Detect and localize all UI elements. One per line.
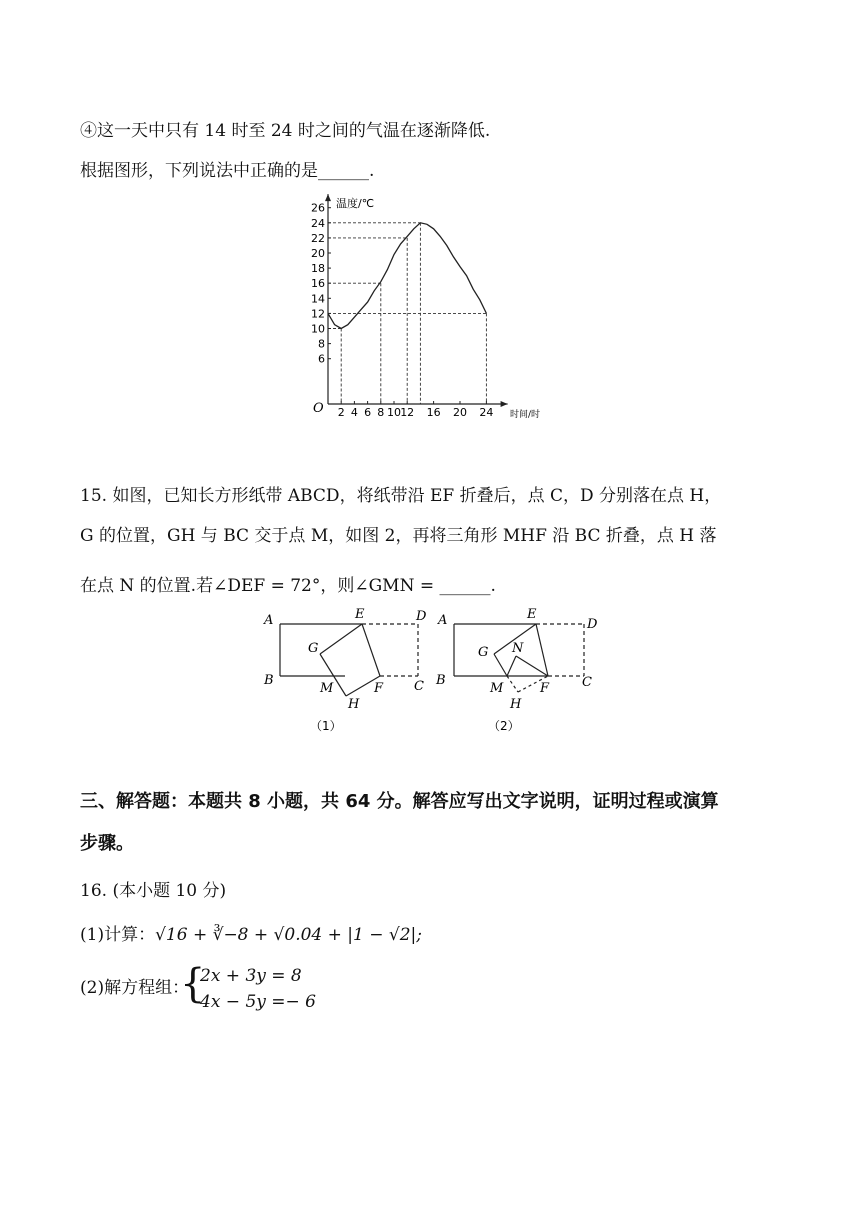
fold-figure-1 [258, 604, 438, 734]
caption-1: （1） [310, 719, 342, 733]
y-tick-label: 18 [311, 262, 325, 276]
q16-equation-1: 2x + 3y = 8 [200, 966, 302, 986]
y-tick-label: 10 [311, 322, 325, 336]
fold-figure-2 [432, 604, 612, 734]
x-tick-label: 12 [400, 406, 415, 419]
label-G: G [308, 641, 319, 656]
y-tick-label: 16 [311, 277, 325, 291]
label-E: E [527, 607, 537, 622]
label-A: A [264, 613, 274, 628]
label-E: E [355, 607, 365, 622]
y-tick-label: 8 [318, 337, 325, 351]
x-tick-label: 10 [387, 406, 401, 419]
label-A: A [438, 613, 448, 628]
y-tick-label: 22 [311, 231, 325, 245]
caption-2: （2） [488, 719, 520, 733]
label-D: D [587, 617, 598, 632]
q16-part1 [80, 924, 422, 946]
label-N: N [512, 641, 524, 656]
label-H: H [510, 697, 522, 712]
chart-ticks [311, 202, 493, 419]
origin-label: O [313, 401, 324, 416]
x-axis-label: 时间/时 [510, 410, 540, 420]
x-tick-label: 20 [453, 406, 467, 419]
q16-part1-expression: √16 + ∛−8 + √0.04 + |1 − √2|; [155, 925, 422, 945]
section-3-heading-line1: 三、解答题：本题共 8 小题，共 64 分。解答应写出文字说明，证明过程或演算 [80, 791, 719, 812]
x-tick-label: 16 [426, 406, 441, 419]
x-tick-label: 8 [377, 406, 385, 419]
y-tick-label: 12 [311, 307, 325, 321]
label-B: B [264, 673, 274, 688]
x-axis-arrow [501, 401, 508, 407]
label-M: M [320, 681, 334, 696]
label-D: D [416, 609, 427, 624]
y-tick-label: 26 [311, 201, 325, 215]
q14-prompt: 根据图形，下列说法中正确的是______. [80, 161, 375, 181]
system-brace: { [180, 961, 206, 1007]
label-M: M [490, 681, 504, 696]
chart-reference-lines [328, 223, 486, 404]
q16-equation-2: 4x − 5y =− 6 [200, 992, 316, 1012]
temperature-chart [300, 190, 540, 426]
y-axis-label: 温度/℃ [336, 197, 375, 210]
x-tick-label: 24 [479, 406, 494, 419]
label-F: F [540, 681, 550, 696]
x-tick-label: 2 [337, 406, 345, 419]
statement-4: ④这一天中只有 14 时至 24 时之间的气温在逐渐降低. [80, 121, 491, 141]
q16-header: 16. (本小题 10 分) [80, 881, 227, 901]
y-tick-label: 14 [311, 292, 325, 306]
label-H: H [348, 697, 360, 712]
label-G: G [478, 645, 489, 660]
q16-part2-label: (2)解方程组： [80, 978, 190, 998]
label-C: C [414, 679, 424, 694]
label-C: C [582, 675, 592, 690]
y-tick-label: 20 [311, 247, 325, 260]
q15-line3: 在点 N 的位置.若∠DEF = 72°，则∠GMN = ______. [80, 576, 496, 596]
label-B: B [436, 673, 446, 688]
x-tick-label: 4 [350, 406, 358, 419]
section-3-heading-line2: 步骤。 [80, 833, 134, 854]
y-tick-label: 6 [318, 352, 325, 366]
q15-line2: G 的位置，GH 与 BC 交于点 M，如图 2，再将三角形 MHF 沿 BC 折叠，点 H 落 [80, 526, 717, 546]
q16-part1-label: (1)计算： [80, 925, 156, 945]
y-axis-arrow [325, 194, 331, 201]
y-tick-label: 24 [311, 216, 325, 230]
q15-line1: 15. 如图，已知长方形纸带 ABCD，将纸带沿 EF 折叠后，点 C，D 分别落在点 H， [80, 486, 722, 506]
x-tick-label: 6 [364, 406, 372, 419]
label-F: F [374, 681, 384, 696]
